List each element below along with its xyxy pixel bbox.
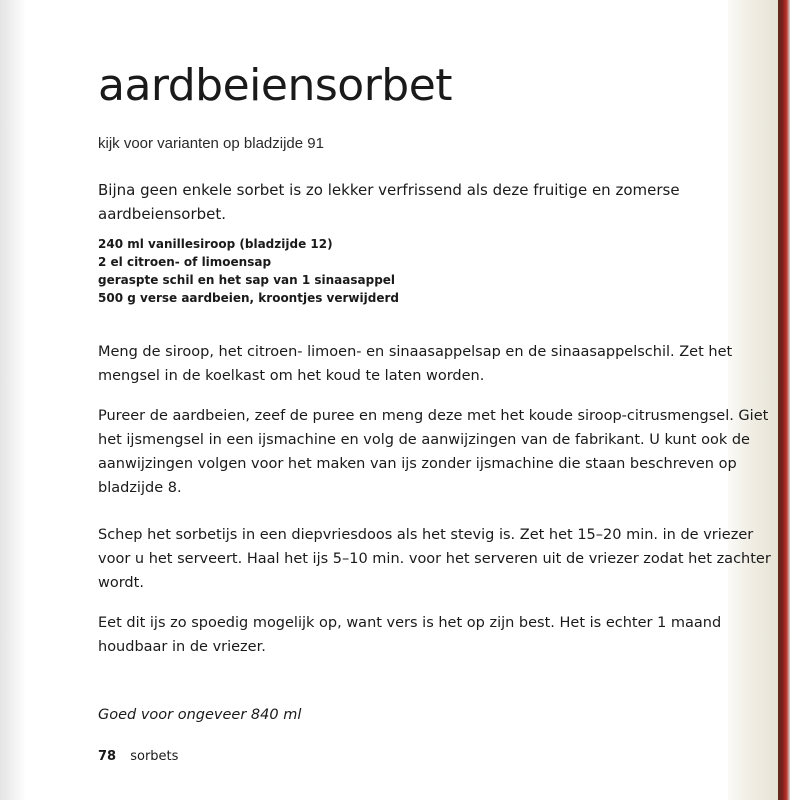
ingredient-list: [98, 235, 399, 307]
recipe-subtitle: kijk voor varianten op bladzijde 91: [98, 135, 324, 152]
step-line: Pureer de aardbeien, zeef de puree en meng deze met het koude siroop-citrusmengsel. Giet: [98, 408, 769, 424]
recipe-intro: [98, 178, 680, 226]
opposite-page-edge: [778, 0, 790, 800]
scan-border: [790, 0, 800, 800]
step-line: voor u het serveert. Haal het ijs 5–10 min. voor het serveren uit de vriezer zodat het zachter: [98, 551, 771, 567]
step-paragraph-2: [98, 404, 768, 500]
step-line: Schep het sorbetijs in een diepvriesdoos als het stevig is. Zet het 15–20 min. in de vriezer: [98, 527, 754, 543]
ingredient-item: 240 ml vanillesiroop (bladzijde 12): [98, 237, 333, 251]
section-name: sorbets: [130, 749, 179, 764]
step-line: Meng de siroop, het citroen- limoen- en sinaasappelsap en de sinaasappelschil. Zet het: [98, 344, 733, 360]
step-line: mengsel in de koelkast om het koud te laten worden.: [98, 368, 485, 384]
page-footer: [98, 748, 178, 766]
step-paragraph-1: [98, 340, 732, 388]
step-line: Eet dit ijs zo spoedig mogelijk op, want vers is het op zijn best. Het is echter 1 maand: [98, 615, 722, 631]
page-gutter: [728, 0, 778, 800]
recipe-yield: Goed voor ongeveer 840 ml: [98, 707, 302, 723]
step-line: het ijsmengsel in een ijsmachine en volg de aanwijzingen van de fabrikant. U kunt ook de: [98, 432, 750, 448]
step-paragraph-3: [98, 523, 771, 595]
step-paragraph-4: [98, 611, 721, 659]
ingredient-item: 2 el citroen- of limoensap: [98, 255, 272, 269]
ingredient-item: 500 g verse aardbeien, kroontjes verwijderd: [98, 291, 399, 305]
binding-shadow: [0, 0, 26, 800]
step-line: houdbaar in de vriezer.: [98, 639, 266, 655]
step-line: aanwijzingen volgen voor het maken van ijs zonder ijsmachine die staan beschreven op: [98, 456, 737, 472]
ingredient-item: geraspte schil en het sap van 1 sinaasappel: [98, 273, 396, 287]
intro-line: aardbeiensorbet.: [98, 205, 227, 223]
step-line: wordt.: [98, 575, 144, 591]
recipe-title: aardbeiensorbet: [98, 60, 453, 111]
step-line: bladzijde 8.: [98, 480, 182, 496]
page-number: 78: [98, 749, 117, 764]
intro-line: Bijna geen enkele sorbet is zo lekker verfrissend als deze fruitige en zomerse: [98, 181, 680, 199]
